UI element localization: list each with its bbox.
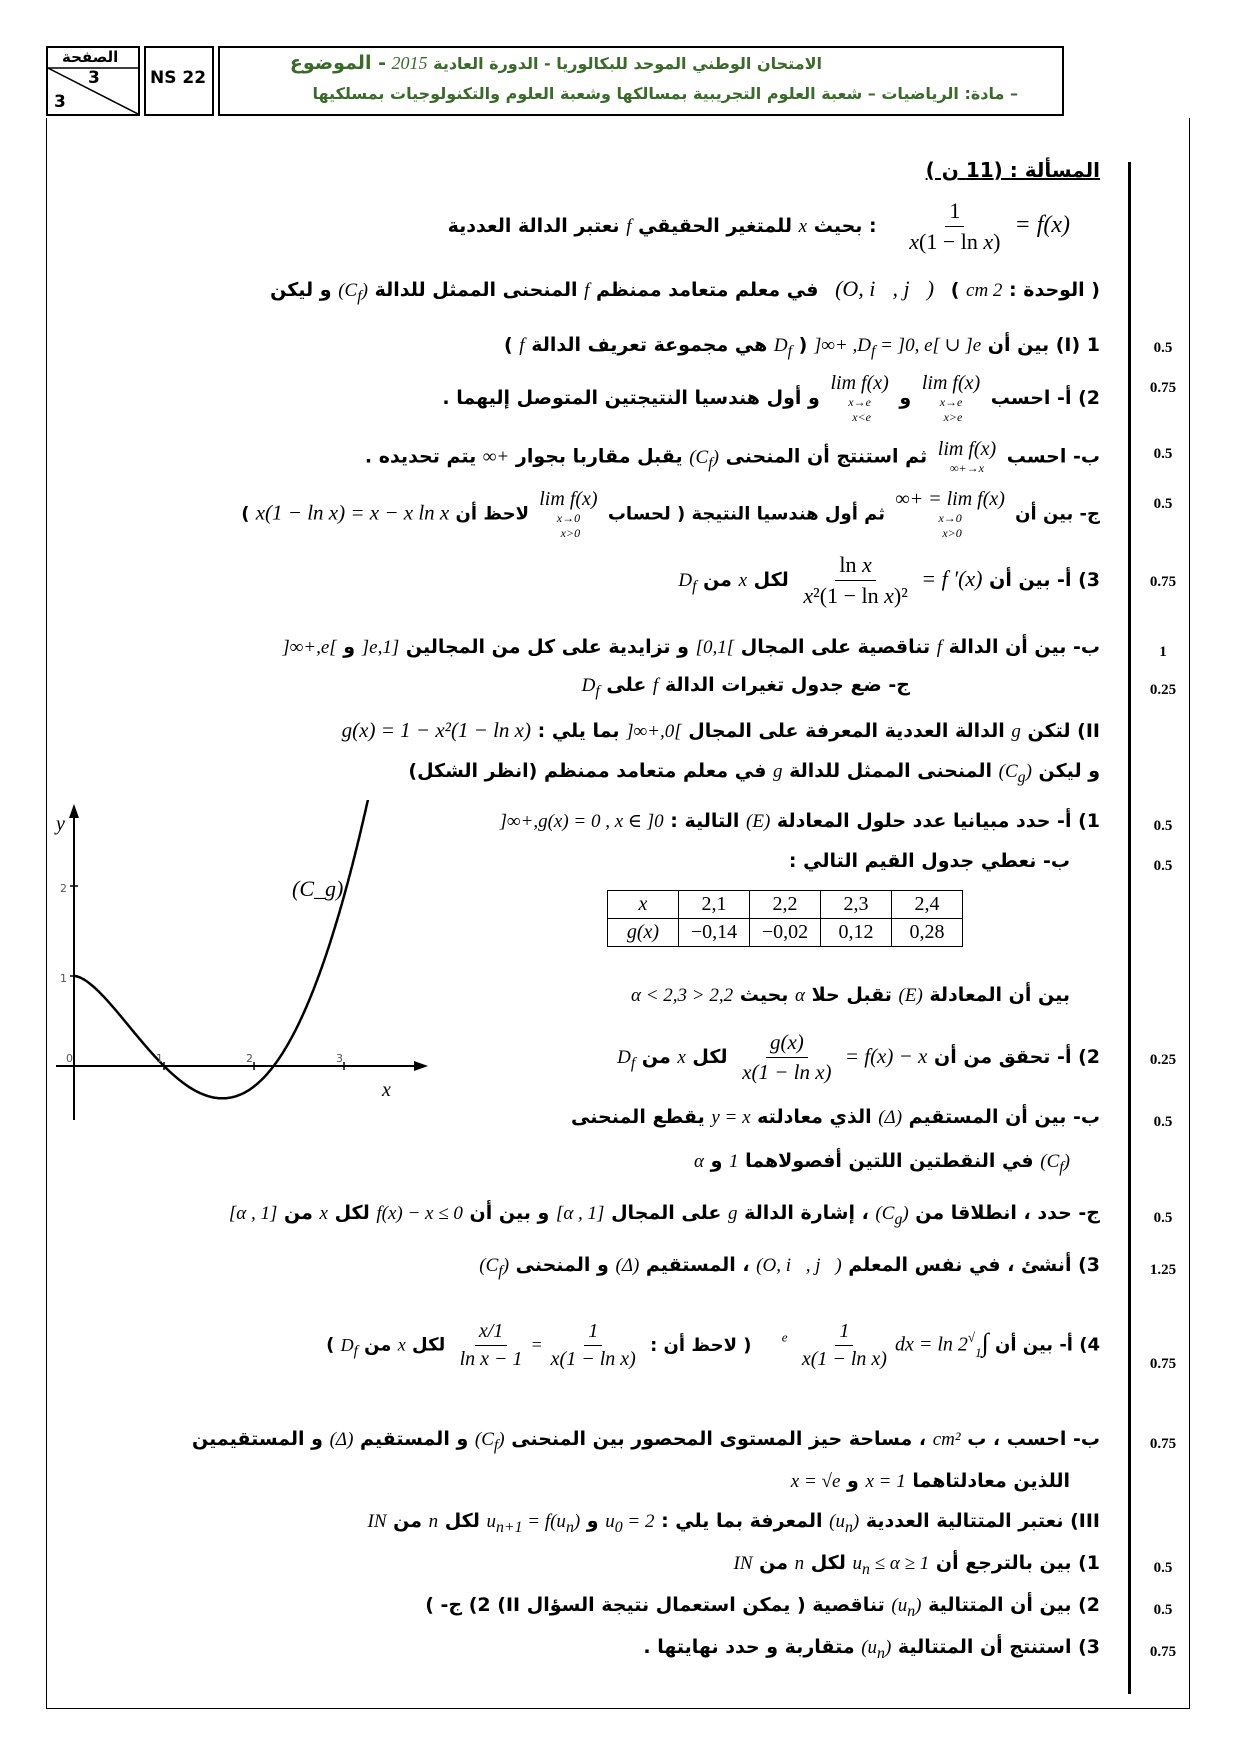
points-22: 0.5 bbox=[1153, 1560, 1173, 1576]
points-6: 1 bbox=[1159, 644, 1167, 660]
intro-line-1: f(x) = $\frac{1}{\text{x(1 − ln x)}}$ : بحيث x للمتغير الحقيقي f نعتبر الدالة العددية bbox=[447, 198, 1070, 254]
page-number-box bbox=[46, 46, 140, 116]
points-2: 0.75 bbox=[1149, 380, 1177, 396]
points-1: 0.5 bbox=[1153, 340, 1173, 356]
page-label: الصفحة bbox=[62, 48, 119, 66]
points-23: 0.5 bbox=[1153, 1602, 1173, 1618]
x-tick-label: 3 bbox=[336, 1052, 343, 1065]
value-table bbox=[607, 890, 963, 947]
points-16: 0.5 bbox=[1153, 1210, 1173, 1226]
question-I-1: I) 1) بين أن $D_f = ]0$, e[ ∪ ]e, +∞[ ( $D_f$ هي مجموعة تعريف الدالة f ) bbox=[503, 334, 1100, 360]
exam-code-box bbox=[144, 46, 214, 116]
question-II-4b: ب- احسب ، ب cm² ، مساحة حيز المستوى المحصور بين المنحنى $(C_f)$ و المستقيم (Δ) و المستقيمين bbox=[192, 1428, 1100, 1454]
question-II-3: 3) أنشئ ، في نفس المعلم (O, i⃗, j⃗) ، المستقيم (Δ) و المنحنى $(C_f)$ bbox=[479, 1254, 1100, 1280]
question-II-1a: 1) أ- حدد مبيانيا عدد حلول المعادلة (E) التالية : g(x) = 0 , x ∈ ]0,+∞[ bbox=[499, 810, 1100, 832]
points-13: 0.25 bbox=[1149, 1052, 1177, 1068]
value-table-values-row bbox=[608, 919, 963, 947]
value-table-cell: x bbox=[608, 891, 679, 919]
points-column-divider bbox=[1128, 162, 1131, 1694]
cg-curve bbox=[74, 800, 370, 1098]
y-axis-label: y bbox=[56, 813, 65, 835]
value-table-cell: 2,1 bbox=[679, 891, 750, 919]
y-tick-label: 2 bbox=[60, 882, 67, 895]
value-table-cell: 2,2 bbox=[750, 891, 821, 919]
value-table-cell: g(x) bbox=[608, 919, 679, 947]
x-tick-label: 2 bbox=[246, 1052, 253, 1065]
points-11: 0.5 bbox=[1153, 858, 1173, 874]
points-18: 0.75 bbox=[1149, 1356, 1177, 1372]
exam-title-box bbox=[218, 46, 1064, 116]
question-II-2a: 2) أ- تحقق من أن f(x) − x = $\frac{g(x)}{\text{x(1 − ln x)}}$ لكل x من $D_f$ bbox=[617, 1030, 1100, 1084]
y-tick-label: 1 bbox=[60, 972, 67, 985]
exam-code: NS 22 bbox=[150, 68, 207, 88]
question-II-2b: ب- بين أن المستقيم (Δ) الذي معادلته y = x يقطع المنحنى bbox=[571, 1106, 1100, 1128]
page-total: 3 bbox=[54, 92, 66, 112]
question-II-4b-cont: اللذين معادلتاهما x = 1 و x = √e bbox=[790, 1470, 1070, 1492]
question-III-3: 3) استنتج أن المتتالية $(u_n)$ متقاربة و حدد نهايتها . bbox=[643, 1636, 1100, 1662]
curve-label: (C_g) bbox=[292, 876, 344, 901]
question-II-1b-alpha: بين أن المعادلة (E) تقبل حلا α بحيث 2,2 < α < 2,3 bbox=[630, 984, 1070, 1006]
points-24: 0.75 bbox=[1149, 1644, 1177, 1660]
points-7: 0.25 bbox=[1149, 682, 1177, 698]
points-10: 0.5 bbox=[1153, 818, 1173, 834]
question-I-2a: 2) أ- احسب lim f(x) x→e x>e و lim f(x) x→e x<e و أول هندسيا النتيجتين المتوصل إليهما . bbox=[442, 372, 1100, 424]
x-tick-label: 0 bbox=[66, 1052, 73, 1065]
question-I-2b: ب- احسب lim f(x) x→+∞ ثم استنتج أن المنحنى $(C_f)$ يقبل مقاربا بجوار +∞ يتم تحديده . bbox=[364, 438, 1100, 475]
problem-title: المسألة : (11 ن ) bbox=[925, 158, 1100, 182]
question-II-1b: ب- نعطي جدول القيم التالي : bbox=[788, 850, 1070, 872]
question-II-2c: ج- حدد ، انطلاقا من $(C_g)$ ، إشارة الدالة g على المجال [1 , α] و بين أن f(x) − x ≤ 0 لكل x من [1 , α] bbox=[228, 1202, 1100, 1228]
question-III-2: 2) بين أن المتتالية $(u_n)$ تناقصية ( يمكن استعمال نتيجة السؤال II) 2) ج- ) bbox=[425, 1594, 1100, 1620]
question-I-3c: ج- ضع جدول تغيرات الدالة f على $D_f$ bbox=[581, 674, 910, 700]
points-5: 0.75 bbox=[1149, 574, 1177, 590]
points-19: 0.75 bbox=[1149, 1436, 1177, 1452]
points-14: 0.5 bbox=[1153, 1114, 1173, 1130]
value-table-cell: −0,02 bbox=[750, 919, 821, 947]
x-tick-label: 1 bbox=[156, 1052, 163, 1065]
question-III-1: 1) بين بالترجع أن $1 \le u_n \le \alpha$ لكل n من IN bbox=[733, 1552, 1100, 1578]
intro-line-2: ( الوحدة : 2 cm ) (O, i⃗, j⃗) في معلم متعامد ممنظم f المنحنى الممثل للدالة $(C_f)$ و ليكن bbox=[270, 276, 1100, 305]
value-table-cell: 0,12 bbox=[821, 919, 892, 947]
part-II-curve: و ليكن $(C_g)$ المنحنى الممثل للدالة g في معلم متعامد ممنظم (انظر الشكل) bbox=[408, 760, 1100, 786]
x-axis-arrow bbox=[414, 1061, 428, 1071]
y-axis-arrow bbox=[69, 804, 79, 818]
exam-title-line1: الامتحان الوطني الموحد للبكالوريا - الدورة العادية 2015 - الموضوع bbox=[289, 52, 822, 74]
value-table-cell: 2,3 bbox=[821, 891, 892, 919]
points-3: 0.5 bbox=[1153, 446, 1173, 462]
question-I-3a: 3) أ- بين أن f ′(x) = $\frac{\text{ln x}}{\text{x²(1 − ln x)²}}$ لكل x من $D_f$ bbox=[678, 552, 1100, 608]
points-4: 0.5 bbox=[1153, 496, 1173, 512]
question-I-3b: ب- بين أن الدالة f تناقصية على المجال ]0,1] و تزايدية على كل من المجالين [1,e[ و ]e,+∞[ bbox=[282, 636, 1100, 658]
part-II-intro: II) لتكن g الدالة العددية المعرفة على المجال ]0,+∞[ بما يلي : g(x) = 1 − x²(1 − ln x) bbox=[341, 718, 1100, 742]
exam-title-line2: – مادة: الرياضيات – شعبة العلوم التجريبية بمسالكها وشعبة العلوم والتكنولوجيات بمسلكيها bbox=[312, 84, 1018, 103]
question-II-2b-cont: $(C_f)$ في النقطتين اللتين أفصولاهما 1 و α bbox=[693, 1150, 1070, 1176]
points-17: 1.25 bbox=[1149, 1262, 1177, 1278]
part-III-intro: III) نعتبر المتتالية العددية $(u_n)$ المعرفة بما يلي : $u_0 = 2$ و $u_{n+1} = f(u_n)$ لكل n من IN bbox=[367, 1510, 1100, 1536]
cg-graph bbox=[52, 800, 432, 1120]
value-table-cell: 0,28 bbox=[892, 919, 963, 947]
value-table-header-row bbox=[608, 891, 963, 919]
question-I-2c: ج- بين أن lim f(x) = +∞ x→0 x>0 ثم أول هندسيا النتيجة ( لحساب lim f(x) x→0 x>0 لاحظ أن x(1 − ln x) = x − x ln x ) bbox=[241, 488, 1100, 540]
value-table-cell: −0,14 bbox=[679, 919, 750, 947]
question-II-4a: 4) أ- بين أن $\int_1^{√e}$ $\frac{1}{\text{x(1 − ln x)}}$ dx = ln 2 ( لاحظ أن : $\frac{1}{\text{x(1 − ln x)}}$ = $\frac{1/x}{\text{1 − ln x}}$ لكل x من $D_f$ ) bbox=[326, 1320, 1100, 1370]
x-axis-label: x bbox=[382, 1079, 391, 1101]
page-number: 3 bbox=[88, 68, 100, 88]
value-table-cell: 2,4 bbox=[892, 891, 963, 919]
